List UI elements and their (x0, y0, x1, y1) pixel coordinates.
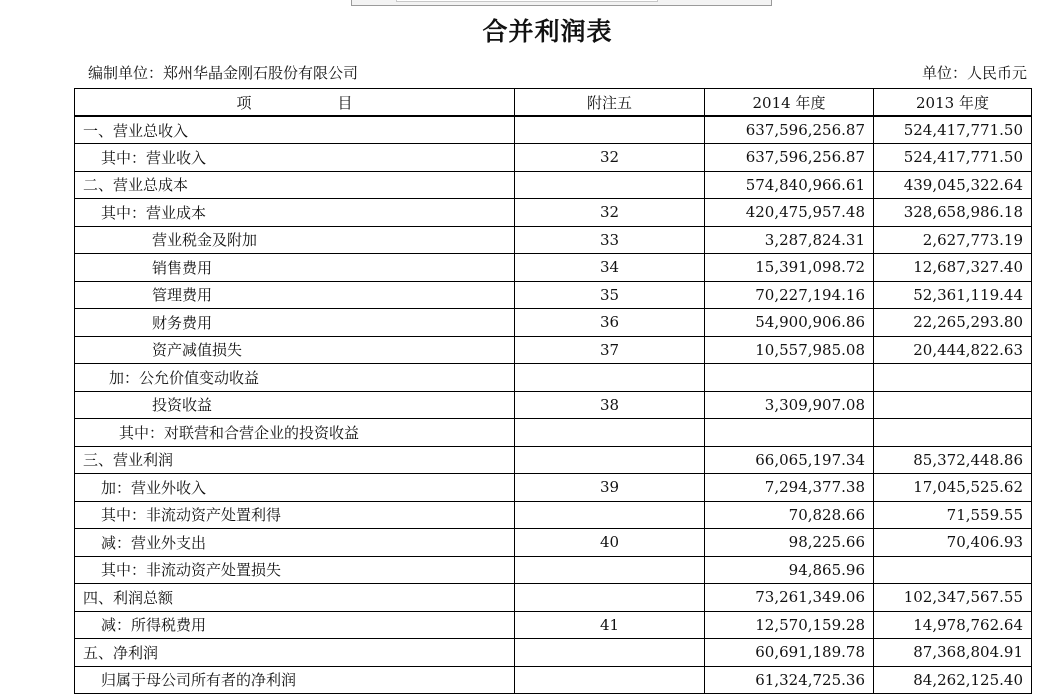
row-value-2014: 10,557,985.08 (705, 336, 874, 364)
table-row (75, 281, 1032, 309)
row-value-2014: 60,691,189.78 (705, 639, 874, 667)
row-note-ref (515, 419, 705, 447)
table-body (75, 116, 1032, 694)
currency-unit: 单位：人民币元 (921, 64, 1027, 82)
row-value-2014: 70,227,194.16 (705, 281, 874, 309)
row-item-label: 加：营业外收入 (75, 474, 515, 502)
viewer-toolbar (351, 0, 772, 6)
row-note-ref (515, 446, 705, 474)
table-row (75, 144, 1032, 172)
row-item-label: 其中：非流动资产处置利得 (75, 501, 515, 529)
row-item-label: 一、营业总收入 (75, 116, 515, 144)
row-item-label: 减：营业外支出 (75, 529, 515, 557)
row-note-ref: 32 (515, 199, 705, 227)
row-value-2013: 2,627,773.19 (874, 226, 1032, 254)
row-value-2013: 20,444,822.63 (874, 336, 1032, 364)
row-item-label: 其中：营业收入 (75, 144, 515, 172)
row-item-label: 减：所得税费用 (75, 611, 515, 639)
row-note-ref (515, 501, 705, 529)
table-row (75, 391, 1032, 419)
row-note-ref: 40 (515, 529, 705, 557)
row-note-ref (515, 584, 705, 612)
row-note-ref: 38 (515, 391, 705, 419)
table-row (75, 611, 1032, 639)
row-value-2014: 574,840,966.61 (705, 171, 874, 199)
row-item-label: 加：公允价值变动收益 (75, 364, 515, 392)
row-item-label: 其中：营业成本 (75, 199, 515, 227)
row-note-ref (515, 171, 705, 199)
row-item-label: 资产减值损失 (75, 336, 515, 364)
row-value-2014: 15,391,098.72 (705, 254, 874, 282)
table-row (75, 226, 1032, 254)
table-row (75, 309, 1032, 337)
table-row (75, 364, 1032, 392)
table-row (75, 639, 1032, 667)
row-note-ref: 35 (515, 281, 705, 309)
header-2014: 2014 年度 (705, 89, 874, 117)
row-value-2013: 14,978,762.64 (874, 611, 1032, 639)
row-item-label: 其中：对联营和合营企业的投资收益 (75, 419, 515, 447)
table-row (75, 556, 1032, 584)
row-value-2014: 54,900,906.86 (705, 309, 874, 337)
row-value-2014: 637,596,256.87 (705, 144, 874, 172)
row-note-ref (515, 556, 705, 584)
row-value-2014: 70,828.66 (705, 501, 874, 529)
row-value-2014: 637,596,256.87 (705, 116, 874, 144)
row-value-2013 (874, 391, 1032, 419)
row-item-label: 其中：非流动资产处置损失 (75, 556, 515, 584)
income-statement-table (74, 88, 1032, 694)
row-note-ref: 39 (515, 474, 705, 502)
row-value-2014: 73,261,349.06 (705, 584, 874, 612)
table-header-row (75, 89, 1032, 117)
row-value-2013 (874, 364, 1032, 392)
row-value-2013: 70,406.93 (874, 529, 1032, 557)
table-row (75, 336, 1032, 364)
row-value-2014: 66,065,197.34 (705, 446, 874, 474)
row-value-2013: 102,347,567.55 (874, 584, 1032, 612)
table-row (75, 666, 1032, 694)
row-note-ref (515, 666, 705, 694)
row-value-2013: 328,658,986.18 (874, 199, 1032, 227)
table-row (75, 171, 1032, 199)
row-value-2014 (705, 364, 874, 392)
row-item-label: 营业税金及附加 (75, 226, 515, 254)
viewer-toolbar-field (396, 0, 658, 2)
row-value-2013: 524,417,771.50 (874, 116, 1032, 144)
table-row (75, 116, 1032, 144)
table-row (75, 254, 1032, 282)
row-value-2013: 87,368,804.91 (874, 639, 1032, 667)
row-value-2013: 439,045,322.64 (874, 171, 1032, 199)
row-value-2013: 524,417,771.50 (874, 144, 1032, 172)
row-value-2013 (874, 419, 1032, 447)
table-row (75, 529, 1032, 557)
row-value-2014: 3,287,824.31 (705, 226, 874, 254)
row-note-ref (515, 364, 705, 392)
row-value-2014: 94,865.96 (705, 556, 874, 584)
row-value-2014: 420,475,957.48 (705, 199, 874, 227)
row-value-2013: 12,687,327.40 (874, 254, 1032, 282)
header-item (75, 89, 515, 117)
row-value-2014: 3,309,907.08 (705, 391, 874, 419)
row-item-label: 财务费用 (75, 309, 515, 337)
row-value-2013: 85,372,448.86 (874, 446, 1032, 474)
table-row (75, 446, 1032, 474)
header-2013: 2013 年度 (874, 89, 1032, 117)
row-value-2014: 7,294,377.38 (705, 474, 874, 502)
row-value-2013: 71,559.55 (874, 501, 1032, 529)
row-item-label: 销售费用 (75, 254, 515, 282)
row-item-label: 五、净利润 (75, 639, 515, 667)
row-value-2013: 84,262,125.40 (874, 666, 1032, 694)
row-note-ref: 33 (515, 226, 705, 254)
row-item-label: 二、营业总成本 (75, 171, 515, 199)
row-note-ref: 32 (515, 144, 705, 172)
row-note-ref (515, 116, 705, 144)
table-row (75, 584, 1032, 612)
table-row (75, 419, 1032, 447)
row-item-label: 管理费用 (75, 281, 515, 309)
row-value-2013: 52,361,119.44 (874, 281, 1032, 309)
row-value-2013 (874, 556, 1032, 584)
row-item-label: 投资收益 (75, 391, 515, 419)
row-note-ref (515, 639, 705, 667)
report-title: 合并利润表 (482, 17, 613, 46)
row-note-ref: 36 (515, 309, 705, 337)
table-row (75, 199, 1032, 227)
row-item-label: 三、营业利润 (75, 446, 515, 474)
row-value-2013: 22,265,293.80 (874, 309, 1032, 337)
row-note-ref: 37 (515, 336, 705, 364)
header-item-char-a: 项 (236, 93, 252, 112)
company-name: 编制单位：郑州华晶金刚石股份有限公司 (88, 64, 359, 82)
row-item-label: 四、利润总额 (75, 584, 515, 612)
row-value-2014: 61,324,725.36 (705, 666, 874, 694)
row-value-2013: 17,045,525.62 (874, 474, 1032, 502)
table-row (75, 474, 1032, 502)
row-value-2014 (705, 419, 874, 447)
header-note: 附注五 (515, 89, 705, 117)
row-item-label: 归属于母公司所有者的净利润 (75, 666, 515, 694)
row-value-2014: 12,570,159.28 (705, 611, 874, 639)
row-value-2014: 98,225.66 (705, 529, 874, 557)
table-row (75, 501, 1032, 529)
row-note-ref: 34 (515, 254, 705, 282)
row-note-ref: 41 (515, 611, 705, 639)
header-item-char-b: 目 (337, 93, 353, 112)
